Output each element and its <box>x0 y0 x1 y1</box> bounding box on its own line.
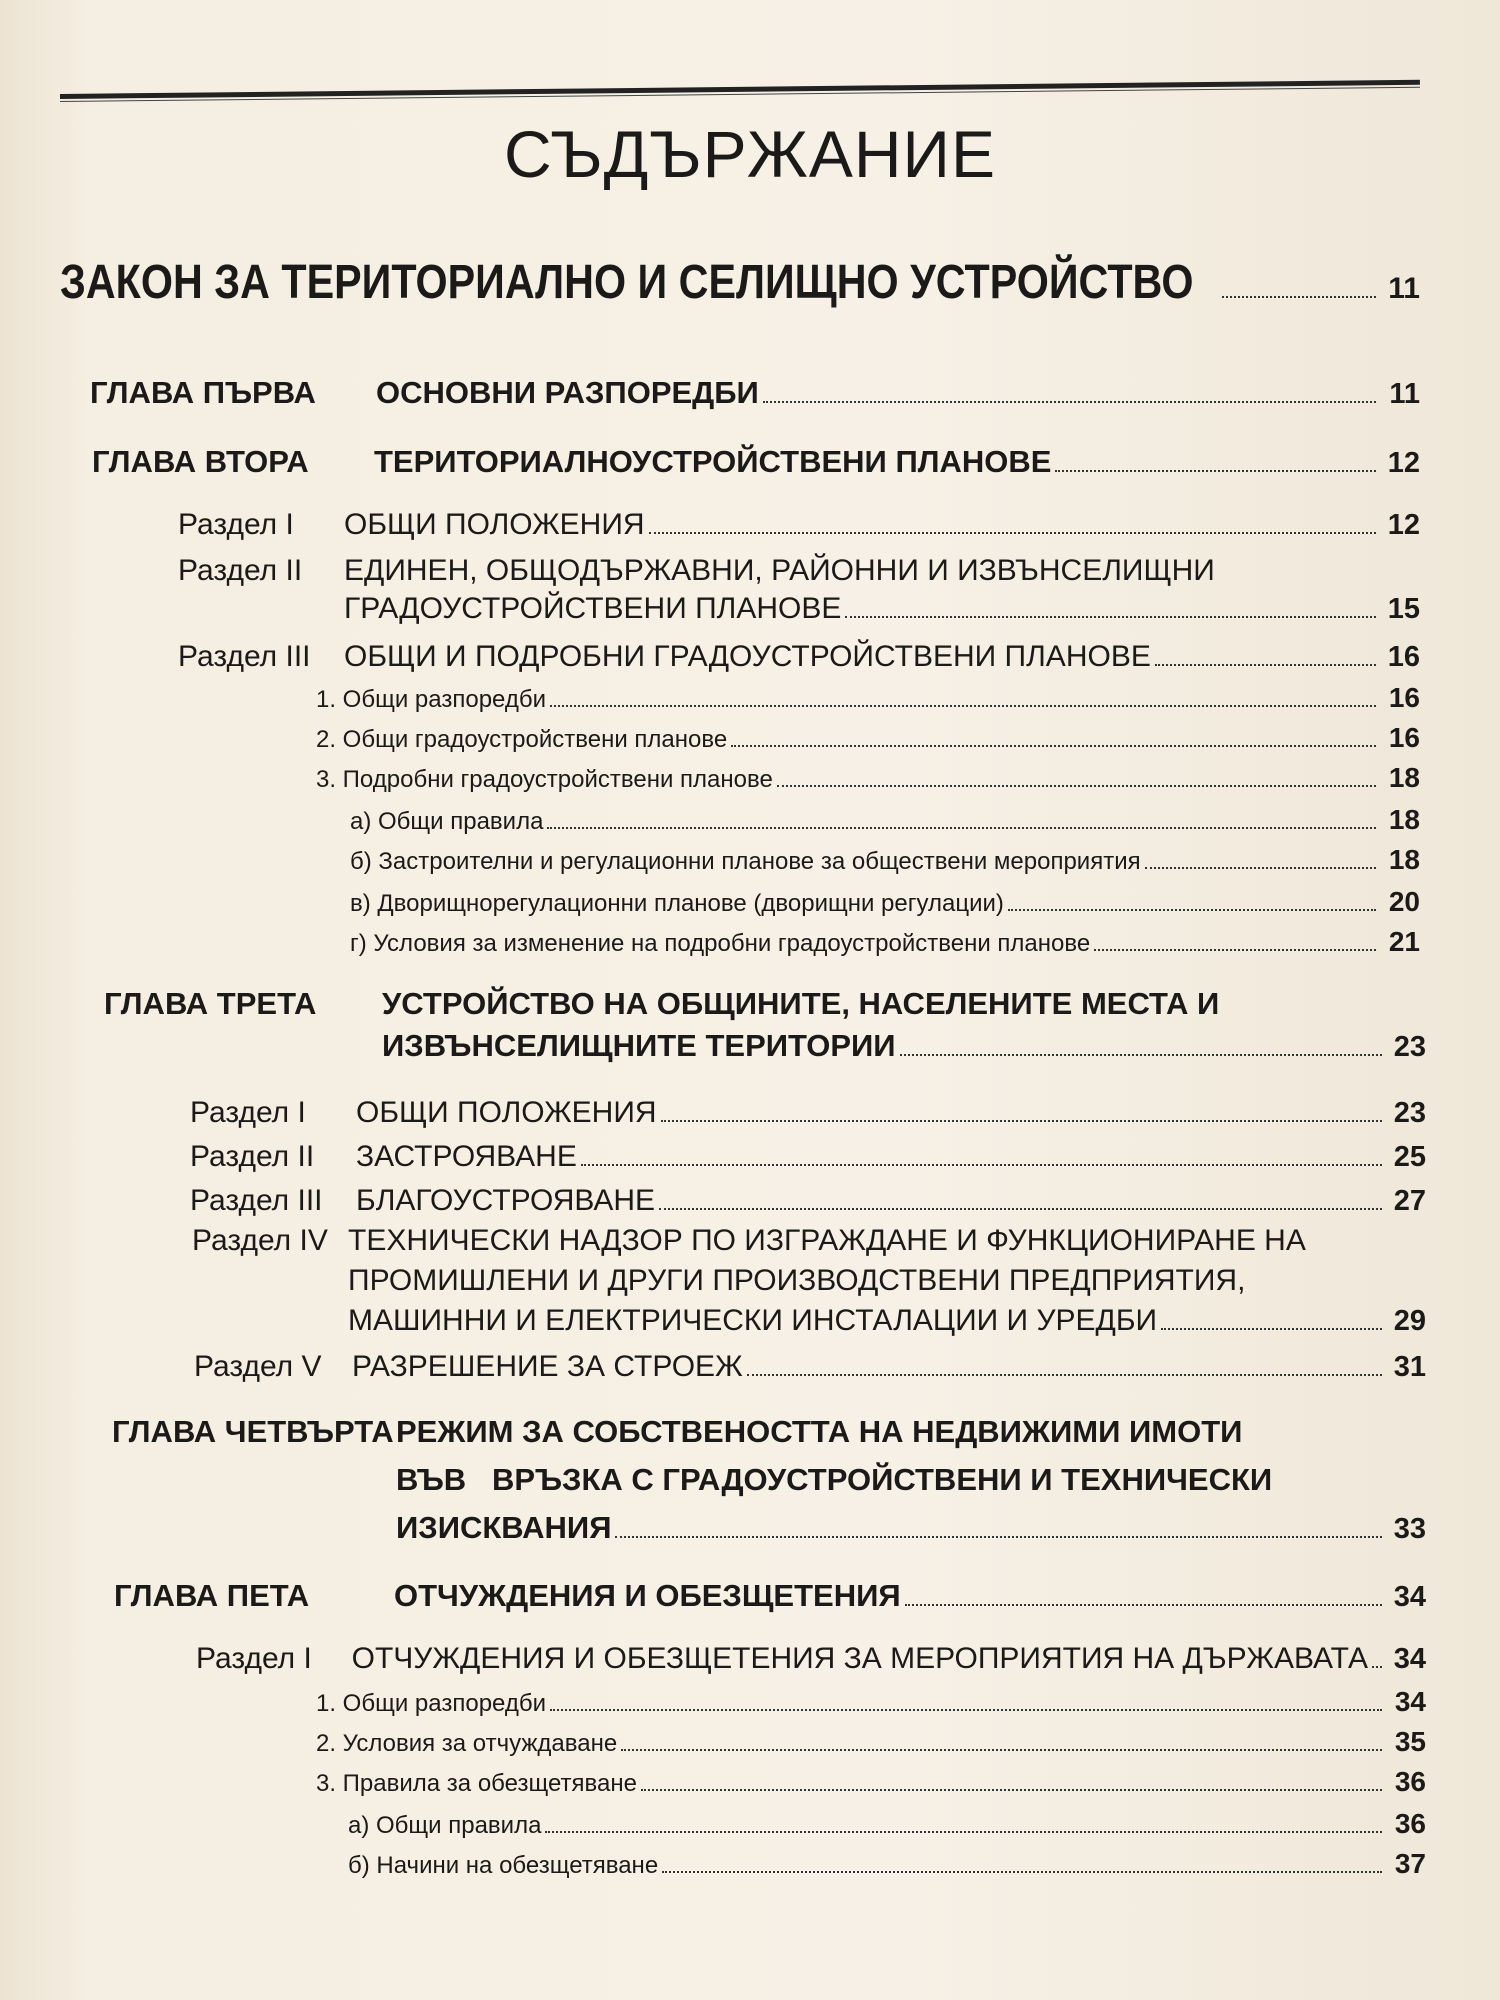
law-entry <box>60 255 1420 310</box>
section-title-line: ТЕХНИЧЕСКИ НАДЗОР ПО ИЗГРАЖДАНЕ И ФУНКЦИОНИРАНЕ НА <box>348 1224 1306 1257</box>
chapter-title: ОТЧУЖДЕНИЯ И ОБЕЗЩЕТЕНИЯ <box>394 1578 901 1613</box>
subitem-title: 3. Подробни градоустройствени планове <box>316 766 773 793</box>
subitem-title: 2. Общи градоустройствени планове <box>316 726 728 753</box>
chapter-3-entry-line1 <box>104 986 1420 1022</box>
dot-leader <box>1094 949 1376 951</box>
section-label: Раздел I <box>196 1642 312 1675</box>
dot-leader <box>547 827 1376 829</box>
section-entry-line1 <box>178 554 1420 588</box>
dot-leader <box>649 532 1376 534</box>
section-entry <box>190 1096 1426 1130</box>
section-title-line: ПРОМИШЛЕНИ И ДРУГИ ПРОИЗВОДСТВЕНИ ПРЕДПРИЯТИЯ, <box>348 1264 1246 1297</box>
section-title: ОБЩИ И ПОДРОБНИ ГРАДОУСТРОЙСТВЕНИ ПЛАНОВЕ <box>344 640 1151 673</box>
dot-leader <box>1055 470 1376 472</box>
section-entry <box>190 1140 1426 1174</box>
section-title: РАЗРЕШЕНИЕ ЗА СТРОЕЖ <box>352 1350 743 1383</box>
chapter-label: ГЛАВА ЧЕТВЪРТА <box>112 1414 394 1449</box>
subitem-title: в) Дворищнорегулационни планове (дворищни регулации) <box>350 890 1004 917</box>
subitem-title: г) Условия за изменение на подробни градоустройствени планове <box>350 930 1091 957</box>
chapter-title-line: РЕЖИМ ЗА СОБСТВЕНОСТТА НА НЕДВИЖИМИ ИМОТИ <box>396 1414 1243 1449</box>
law-title: ЗАКОН ЗА ТЕРИТОРИАЛНО И СЕЛИЩНО УСТРОЙСТВО <box>60 256 1194 309</box>
chapter-label: ГЛАВА ВТОРА <box>92 444 309 479</box>
section-label: Раздел I <box>190 1096 306 1129</box>
subitem-entry <box>350 804 1420 836</box>
chapter-1-entry <box>90 375 1420 411</box>
dot-leader <box>545 1831 1382 1833</box>
dot-leader <box>581 1164 1382 1166</box>
page-number: 29 <box>1393 1305 1426 1337</box>
chapter-3-entry-line2 <box>382 1028 1426 1064</box>
section-title-line: ЕДИНЕН, ОБЩОДЪРЖАВНИ, РАЙОННИ И ИЗВЪНСЕЛИЩНИ <box>344 554 1215 587</box>
chapter-label: ГЛАВА ПЪРВА <box>90 375 316 410</box>
dot-leader <box>763 401 1376 403</box>
section-title: ОТЧУЖДЕНИЯ И ОБЕЗЩЕТЕНИЯ ЗА МЕРОПРИЯТИЯ НА ДЪРЖАВАТА <box>351 1642 1368 1675</box>
page-number: 12 <box>1387 447 1420 479</box>
dot-leader <box>641 1789 1382 1791</box>
dot-leader <box>1145 867 1376 869</box>
section-entry-line3 <box>348 1304 1426 1338</box>
page-number: 34 <box>1393 1643 1426 1675</box>
subitem-entry <box>348 1848 1426 1880</box>
subitem-title: б) Застроителни и регулационни планове за обществени мероприятия <box>350 848 1141 875</box>
page-number: 15 <box>1387 593 1420 625</box>
dot-leader <box>1222 296 1376 298</box>
section-title: БЛАГОУСТРОЯВАНЕ <box>356 1184 656 1217</box>
page-number: 18 <box>1388 844 1420 875</box>
page-number: 11 <box>1389 378 1420 410</box>
page-number: 37 <box>1394 1848 1426 1879</box>
dot-leader <box>777 785 1376 787</box>
page-number: 20 <box>1388 886 1420 917</box>
subitem-title: 3. Правила за обезщетяване <box>316 1770 637 1797</box>
section-title: ОБЩИ ПОЛОЖЕНИЯ <box>356 1096 657 1129</box>
chapter-label: ГЛАВА ПЕТА <box>114 1578 310 1613</box>
subitem-title: б) Начини на обезщетяване <box>348 1852 659 1879</box>
chapter-title: ТЕРИТОРИАЛНОУСТРОЙСТВЕНИ ПЛАНОВЕ <box>374 444 1052 479</box>
dot-leader <box>731 745 1376 747</box>
section-label: Раздел I <box>178 508 294 541</box>
section-entry <box>190 1184 1426 1218</box>
subitem-entry <box>316 1726 1426 1758</box>
page-number: 18 <box>1388 762 1420 793</box>
chapter-4-entry-line3 <box>396 1510 1426 1546</box>
dot-leader <box>845 616 1376 618</box>
dot-leader <box>1372 1666 1382 1668</box>
subitem-entry <box>316 762 1420 794</box>
section-entry <box>178 640 1420 674</box>
chapter-label: ГЛАВА ТРЕТА <box>104 986 317 1021</box>
page-number: 31 <box>1393 1351 1426 1383</box>
subitem-title: а) Общи правила <box>348 1812 542 1839</box>
dot-leader <box>550 705 1376 707</box>
dot-leader <box>659 1208 1382 1210</box>
section-entry <box>194 1350 1426 1384</box>
chapter-title-line: ВЪВ ВРЪЗКА С ГРАДОУСТРОЙСТВЕНИ И ТЕХНИЧЕСКИ <box>396 1462 1273 1497</box>
section-label: Раздел IV <box>192 1224 328 1257</box>
dot-leader <box>900 1054 1382 1056</box>
subitem-entry <box>316 722 1420 754</box>
page-number: 16 <box>1387 641 1420 673</box>
dot-leader <box>1155 664 1376 666</box>
page-number: 36 <box>1394 1766 1426 1797</box>
dot-leader <box>905 1604 1382 1606</box>
subitem-title: 1. Общи разпоредби <box>316 686 547 713</box>
dot-leader <box>550 1709 1382 1711</box>
section-entry-line2 <box>348 1264 1426 1298</box>
page-number: 23 <box>1393 1031 1426 1063</box>
chapter-title-line: ИЗВЪНСЕЛИЩНИТЕ ТЕРИТОРИИ <box>382 1028 896 1063</box>
page-number: 35 <box>1394 1726 1426 1757</box>
dot-leader <box>621 1749 1382 1751</box>
section-entry-line1 <box>192 1224 1426 1258</box>
page-number: 27 <box>1393 1185 1426 1217</box>
dot-leader <box>1008 909 1376 911</box>
page-number: 16 <box>1388 682 1420 713</box>
page-number: 12 <box>1387 509 1420 541</box>
subitem-entry <box>350 926 1420 958</box>
section-title: ОБЩИ ПОЛОЖЕНИЯ <box>344 508 645 541</box>
section-label: Раздел III <box>190 1184 323 1217</box>
subitem-title: 1. Общи разпоредби <box>316 1690 547 1717</box>
section-label: Раздел III <box>178 640 311 673</box>
subitem-entry <box>348 1808 1426 1840</box>
chapter-title: ОСНОВНИ РАЗПОРЕДБИ <box>376 375 759 410</box>
chapter-5-entry <box>114 1578 1426 1614</box>
dot-leader <box>747 1374 1382 1376</box>
dot-leader <box>615 1536 1382 1538</box>
chapter-2-entry <box>92 444 1420 480</box>
section-title-line: ГРАДОУСТРОЙСТВЕНИ ПЛАНОВЕ <box>344 592 842 625</box>
section-title-line: МАШИННИ И ЕЛЕКТРИЧЕСКИ ИНСТАЛАЦИИ И УРЕДБИ <box>348 1304 1158 1337</box>
page-number: 34 <box>1394 1686 1426 1717</box>
chapter-title-line: ИЗИСКВАНИЯ <box>396 1510 612 1545</box>
subitem-entry <box>316 1766 1426 1798</box>
section-label: Раздел V <box>194 1350 322 1383</box>
subitem-entry <box>316 1686 1426 1718</box>
page-number: 36 <box>1394 1808 1426 1839</box>
subitem-title: 2. Условия за отчуждаване <box>316 1730 618 1757</box>
subitem-entry <box>350 886 1420 918</box>
chapter-4-entry-line1 <box>112 1414 1426 1450</box>
top-rule <box>60 80 1420 102</box>
page-number: 23 <box>1393 1097 1426 1129</box>
section-entry-line2 <box>344 592 1420 626</box>
section-title: ЗАСТРОЯВАНЕ <box>356 1140 577 1173</box>
page-number: 18 <box>1388 804 1420 835</box>
chapter-4-entry-line2 <box>396 1462 1426 1498</box>
section-entry <box>178 508 1420 542</box>
page-number: 21 <box>1388 926 1420 957</box>
section-label: Раздел II <box>178 554 303 587</box>
page-number: 11 <box>1388 272 1420 305</box>
subitem-entry <box>316 682 1420 714</box>
section-entry <box>196 1642 1426 1676</box>
dot-leader <box>662 1871 1382 1873</box>
subitem-entry <box>350 844 1420 876</box>
chapter-title-line: УСТРОЙСТВО НА ОБЩИНИТЕ, НАСЕЛЕНИТЕ МЕСТА И <box>382 986 1220 1021</box>
dot-leader <box>661 1120 1382 1122</box>
page-number: 34 <box>1393 1581 1426 1613</box>
subitem-title: а) Общи правила <box>350 808 544 835</box>
page-number: 33 <box>1393 1513 1426 1545</box>
dot-leader <box>1161 1328 1382 1330</box>
page-number: 16 <box>1388 722 1420 753</box>
page-title: СЪДЪРЖАНИЕ <box>504 117 996 191</box>
section-label: Раздел II <box>190 1140 315 1173</box>
page-number: 25 <box>1393 1141 1426 1173</box>
